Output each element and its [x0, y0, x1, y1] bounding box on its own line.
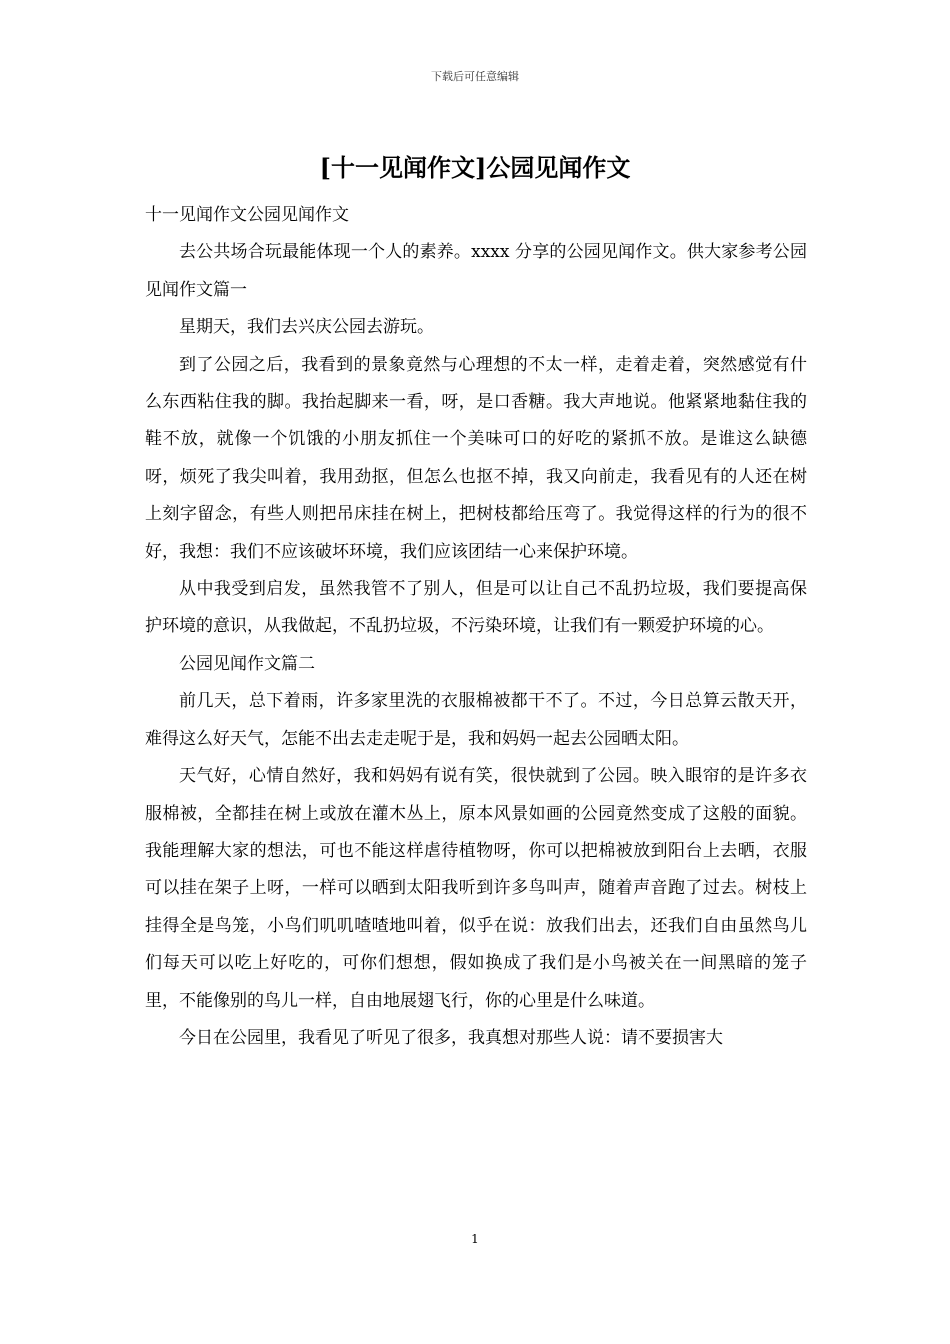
body-paragraph: 从中我受到启发，虽然我管不了别人，但是可以让自己不乱扔垃圾，我们要提高保护环境的意识，从我做起，不乱扔垃圾，不污染环境，让我们有一颗爱护环境的心。 [145, 579, 807, 637]
body-paragraph: 天气好，心情自然好，我和妈妈有说有笑，很快就到了公园。映入眼帘的是许多衣服棉被，全都挂在树上或放在灌木丛上，原本风景如画的公园竟然变成了这般的面貌。我能理解大家的想法，可也不能这样虐待植物呀，你可以把棉被放到阳台上去晒，衣服可以挂在架子上呀，一样可以晒到太阳我听到许多鸟叫声，随着声音跑了过去。树枝上挂得全是鸟笼，小鸟们叽叽喳喳地叫着，似乎在说：放我们出去，还我们自由虽然鸟儿们每天可以吃上好吃的，可你们想想，假如换成了我们是小鸟被关在一间黑暗的笼子里，不能像别的鸟儿一样，自由地展翅飞行，你的心里是什么味道。 [145, 766, 807, 1011]
page-header: 下载后可任意编辑 [431, 70, 519, 83]
section-heading: 公园见闻作文篇二 [179, 653, 315, 674]
document-body [145, 197, 807, 1057]
body-paragraph: 到了公园之后，我看到的景象竟然与心理想的不太一样，走着走着，突然感觉有什么东西粘住我的脚。我抬起脚来一看，呀，是口香糖。我大声地说。他紧紧地黏住我的鞋不放，就像一个饥饿的小朋友抓住一个美味可口的好吃的紧抓不放。是谁这么缺德呀，烦死了我尖叫着，我用劲抠，但怎么也抠不掉，我又向前走，我看见有的人还在树上刻字留念，有些人则把吊床挂在树上，把树枝都给压弯了。我觉得这样的行为的很不好，我想：我们不应该破坏环境，我们应该团结一心来保护环境。 [145, 354, 807, 562]
body-paragraph-subtitle: 十一见闻作文公园见闻作文 [145, 205, 349, 225]
body-paragraph: 前几天，总下着雨，许多家里洗的衣服棉被都干不了。不过，今日总算云散天开，难得这么好天气，怎能不出去走走呢于是，我和妈妈一起去公园晒太阳。 [145, 691, 807, 749]
document-title: [十一见闻作文]公园见闻作文 [319, 153, 631, 182]
page-number: 1 [471, 1232, 479, 1246]
body-paragraph: 星期天，我们去兴庆公园去游玩。 [179, 317, 434, 338]
body-paragraph: 去公共场合玩最能体现一个人的素养。xxxx 分享的公园见闻作文。供大家参考公园见闻作文篇一 [145, 242, 807, 300]
body-paragraph: 今日在公园里，我看见了听见了很多，我真想对那些人说：请不要损害大 [179, 1027, 723, 1048]
